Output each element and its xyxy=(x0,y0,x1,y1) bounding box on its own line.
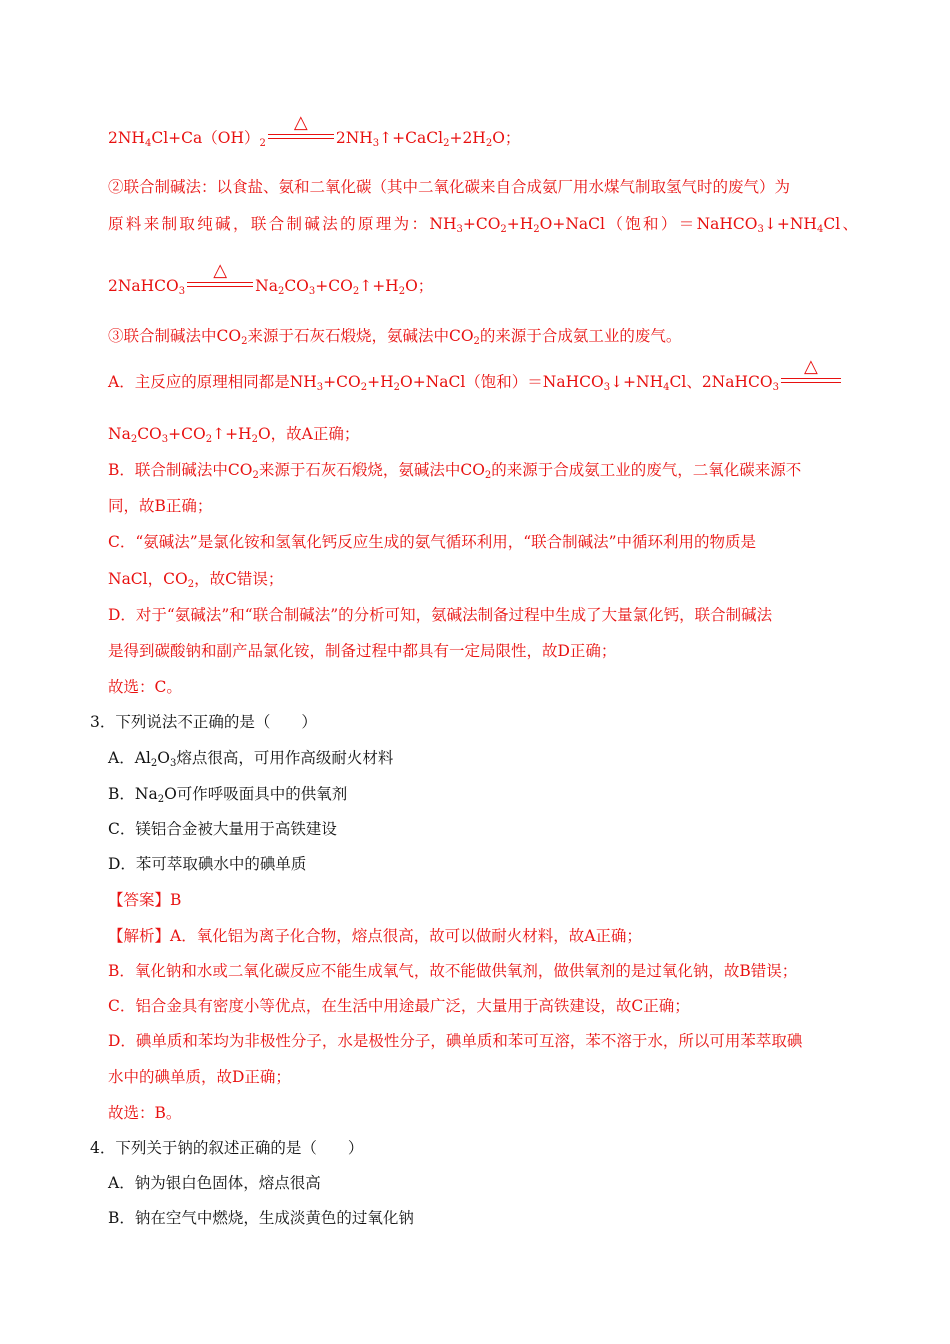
heating-equals-sign xyxy=(779,356,843,392)
option-a-analysis: A．主反应的原理相同都是$NH_3+CO_2+H_2O+NaCl$（饱和）$=NaHCO_3↓+NH_4Cl$、2NaHCO$_3$ △ xyxy=(108,372,843,392)
question-3-analysis-a: 【解析】A．氧化铝为离子化合物，熔点很高，故可以做耐火材料，故A正确； xyxy=(108,927,642,945)
text-line-9: 同，故B正确； xyxy=(108,497,213,515)
question-3-analysis-c: C．铝合金具有密度小等优点，在生活中用途最广泛，大量用于高铁建设，故C正确； xyxy=(108,997,690,1015)
question-3-option-c: C．镁铝合金被大量用于高铁建设 xyxy=(108,820,337,838)
question-3-option-b: B．$Na_2O$可作呼吸面具中的供氧剂 xyxy=(108,785,348,805)
text-line-13: 是得到碳酸钠和副产品氯化铵，制备过程中都具有一定局限性，故D正确； xyxy=(108,642,617,660)
delta-symbol: △ xyxy=(293,112,308,133)
text-line-5: ③联合制碱法中$CO_2$来源于石灰石煅烧，氨碱法中$CO_2$的来源于合成氨工业的废气。 xyxy=(108,327,682,347)
equation-line-1: $2NH_4Cl+Ca(OH)_2$ △ $2NH_3↑+CaCl_2+2H_2O$； xyxy=(108,112,521,149)
question-3-analysis-d: D．碘单质和苯均为非极性分子，水是极性分子，碘单质和苯可互溶，苯不溶于水，所以可用苯萃取碘 xyxy=(108,1032,803,1050)
equation-line-4: 2NaHCO$_3$ △ $Na_2CO_3+CO_2↑+H_2O$； xyxy=(108,260,434,297)
heating-equals-sign xyxy=(266,112,336,148)
question-3-answer: 【答案】B xyxy=(108,891,182,909)
heating-equals-sign xyxy=(185,260,255,296)
question-4-option-b: B．钠在空气中燃烧，生成淡黄色的过氧化钠 xyxy=(108,1209,414,1227)
text-line-3: 原料来制取纯碱，联合制碱法的原理为：$NH_3+CO_2+H_2O+NaCl$（饱和）$=NaHCO_3↓+NH_4Cl$、 xyxy=(108,215,858,235)
question-3-option-a: A．$Al_2O_3$熔点很高，可用作高级耐火材料 xyxy=(108,749,394,769)
text-line-11: NaCl，$CO_2$，故C错误； xyxy=(108,570,284,590)
question-3-analysis-b: B．氧化钠和水或二氧化碳反应不能生成氧气，故不能做供氧剂，做供氧剂的是过氧化钠，故B错误； xyxy=(108,962,798,980)
question-3-selection: 故选：B。 xyxy=(108,1104,182,1122)
selection-line: 故选：C。 xyxy=(108,678,182,696)
option-c-analysis: C．“氨碱法”是氯化铵和氢氧化钙反应生成的氨气循环利用，“联合制碱法”中循环利用的物质是 xyxy=(108,533,757,551)
option-b-analysis: B．联合制碱法中$CO_2$来源于石灰石煅烧，氨碱法中$CO_2$的来源于合成氨工业的废气，二氧化碳来源不 xyxy=(108,461,802,481)
text-line-2: ②联合制碱法：以食盐、氨和二氧化碳（其中二氧化碳来自合成氨厂用水煤气制取氢气时的废气）为 xyxy=(108,178,791,196)
text-line-7: $Na_2CO_3+CO_2↑+H_2O$，故A正确； xyxy=(108,425,360,445)
question-3-analysis-d-cont: 水中的碘单质，故D正确； xyxy=(108,1068,291,1086)
question-4-option-a: A．钠为银白色固体，熔点很高 xyxy=(108,1174,321,1192)
question-3-stem: 3．下列说法不正确的是（ ） xyxy=(90,713,317,731)
option-d-analysis: D．对于“氨碱法”和“联合制碱法”的分析可知，氨碱法制备过程中生成了大量氯化钙，联合制碱法 xyxy=(108,606,773,624)
question-4-stem: 4．下列关于钠的叙述正确的是（ ） xyxy=(90,1139,364,1157)
question-3-option-d: D．苯可萃取碘水中的碘单质 xyxy=(108,855,307,873)
delta-symbol: △ xyxy=(804,356,818,377)
delta-symbol: △ xyxy=(213,260,228,281)
